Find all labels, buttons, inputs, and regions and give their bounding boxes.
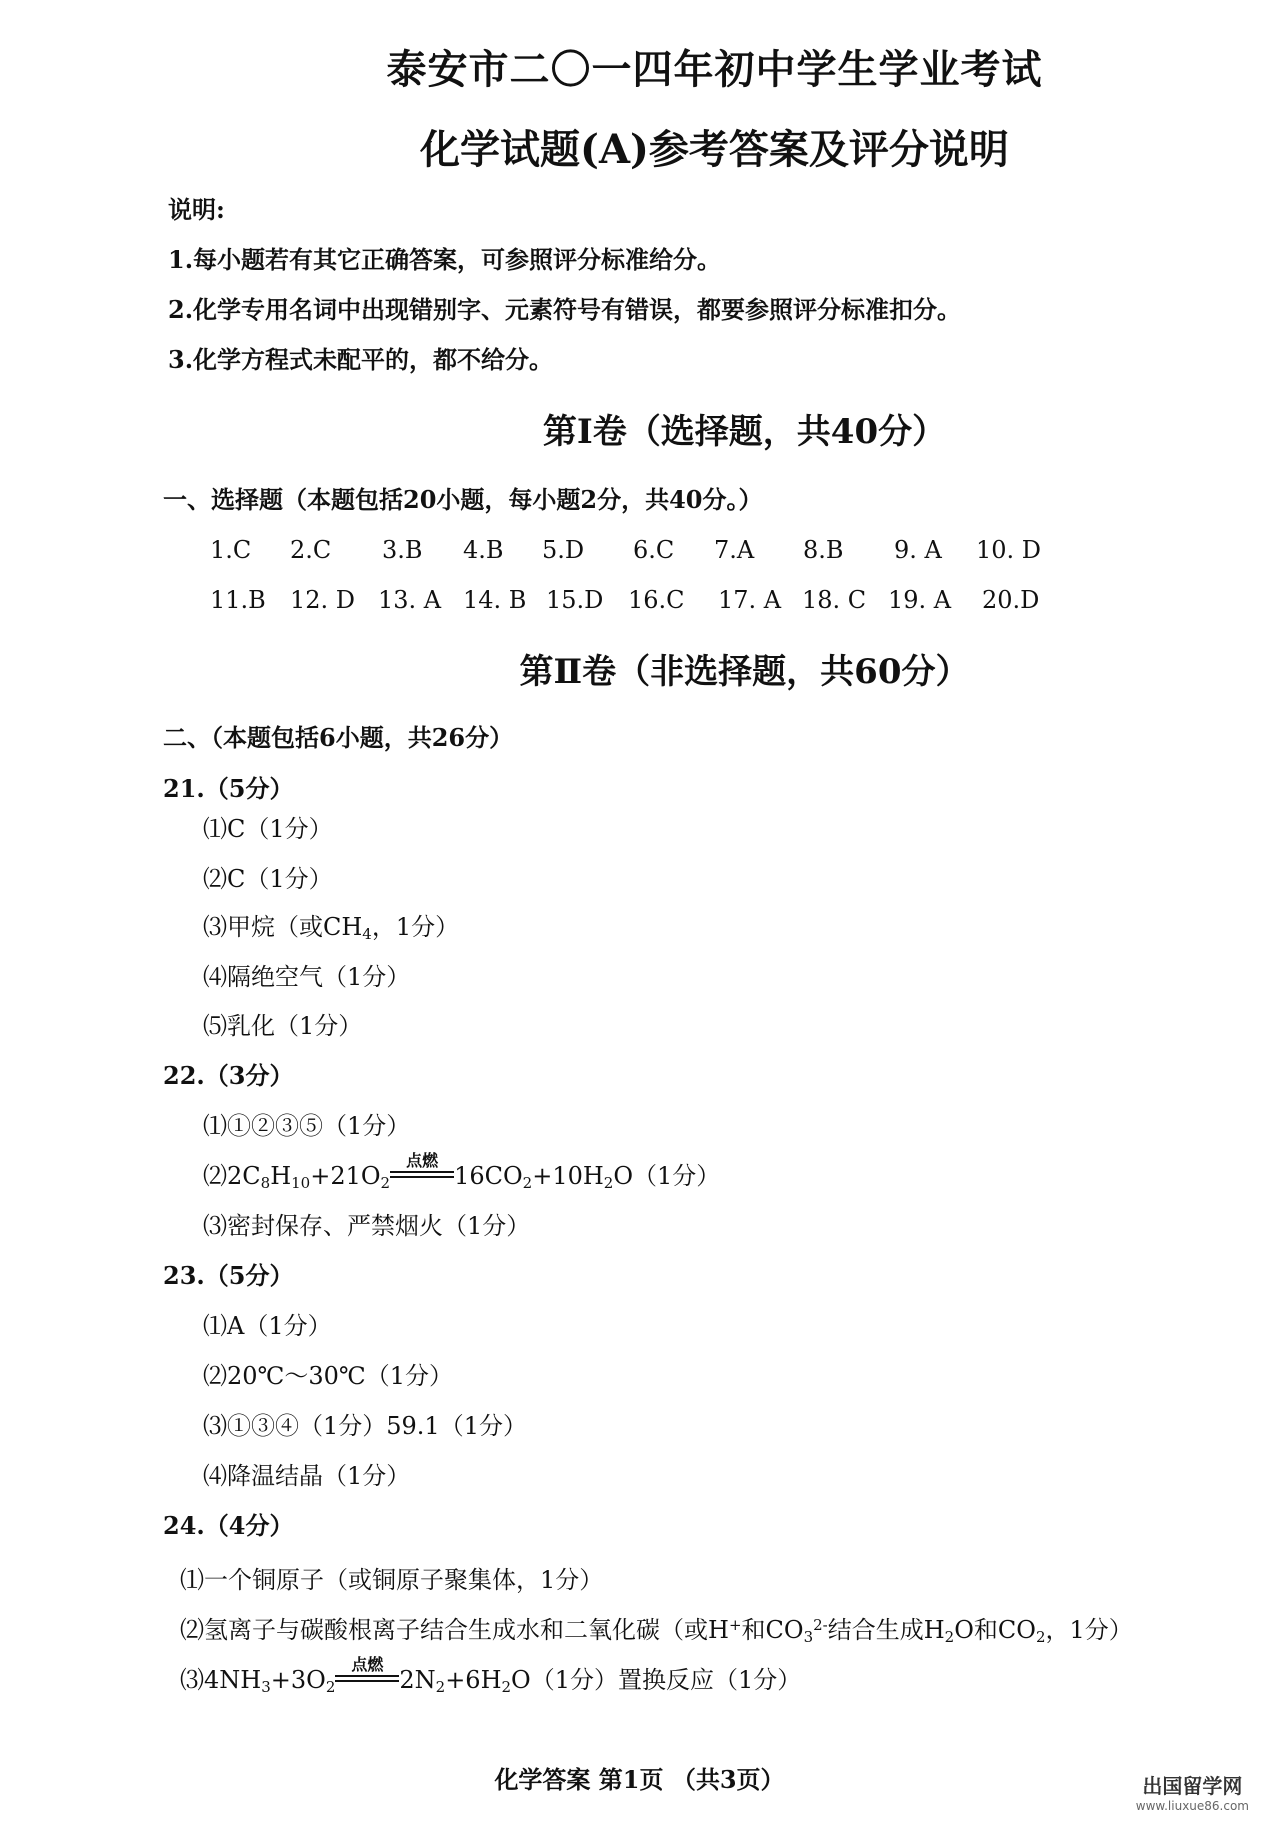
site-watermark — [1136, 1770, 1249, 1813]
question-23-label: 23.（5分） — [163, 1261, 294, 1290]
answer-item: 10. D — [976, 536, 1042, 564]
answer-24-3: $⑶4NH_3+3O_2$ 点燃 $2N_2+6H_2O(1$分）置换反应（1分） — [180, 1655, 802, 1696]
question-22-label: 22.（3分） — [163, 1061, 294, 1090]
answer-item: 20.D — [982, 586, 1040, 614]
answer-22-2: $⑵2C_8H_{10}+21O_2$ 点燃 $16CO_2+10H_2O(1$分） — [203, 1151, 721, 1192]
reaction-arrow — [335, 1655, 399, 1688]
answer-22-3: ⑶密封保存、严禁烟火（1分） — [203, 1212, 531, 1240]
reaction-arrow — [390, 1151, 454, 1184]
answer-item: 8.B — [803, 536, 844, 564]
watermark-name: 出国留学网 — [1142, 1774, 1243, 1798]
answer-item: 18. C — [802, 586, 867, 614]
answer-item: 6.C — [633, 536, 675, 564]
part2-section-title: 二、（本题包括6小题，共26分） — [163, 723, 514, 752]
answer-item: 2.C — [290, 536, 332, 564]
answer-21-4: ⑷隔绝空气（1分） — [203, 963, 411, 991]
question-21-label: 21.（5分） — [163, 774, 294, 803]
answer-item: 13. A — [378, 586, 442, 614]
answer-23-1: ⑴A（1分） — [203, 1312, 332, 1340]
answer-item: 14. B — [463, 586, 527, 614]
part1-title: 第Ⅰ卷（选择题，共40分） — [542, 412, 947, 452]
answer-21-2: ⑵C（1分） — [203, 865, 333, 893]
watermark-url: www.liuxue86.com — [1135, 1799, 1249, 1813]
answer-23-4: ⑷降温结晶（1分） — [203, 1462, 411, 1490]
answer-23-2: ⑵20℃～30℃（1分） — [203, 1362, 454, 1390]
answer-item: 17. A — [718, 586, 782, 614]
answer-item: 3.B — [382, 536, 423, 564]
notes-heading: 说明: — [168, 195, 225, 224]
answer-item: 11.B — [210, 586, 266, 614]
answer-21-1: ⑴C（1分） — [203, 815, 333, 843]
note-item: 3.化学方程式未配平的，都不给分。 — [168, 345, 554, 374]
answer-item: 16.C — [628, 586, 685, 614]
answer-21-5: ⑸乳化（1分） — [203, 1012, 363, 1040]
page-footer: 化学答案 第1页 （共3页） — [494, 1765, 785, 1794]
answer-item: 7.A — [714, 536, 755, 564]
reaction-condition: 点燃 — [351, 1655, 384, 1674]
note-item: 1.每小题若有其它正确答案，可参照评分标准给分。 — [168, 245, 722, 274]
exam-title: 泰安市二〇一四年初中学生学业考试 — [386, 46, 1043, 93]
answer-item: 12. D — [290, 586, 356, 614]
part1-section-title: 一、选择题（本题包括20小题，每小题2分，共40分。） — [163, 485, 763, 514]
answer-item: 19. A — [888, 586, 952, 614]
answer-item: 15.D — [546, 586, 604, 614]
answer-22-1: ⑴①②③⑤（1分） — [203, 1112, 411, 1140]
answer-item: 4.B — [463, 536, 504, 564]
answer-24-2: ⑵氢离子与碳酸根离子结合生成水和二氧化碳（或H+和$CO_3^{2-}$结合生成$H_2O$和$CO_2$，1分） — [180, 1616, 1133, 1646]
answer-23-3: ⑶①③④（1分）59.1（1分） — [203, 1412, 527, 1440]
answer-item: 1.C — [210, 536, 252, 564]
answer-24-1: ⑴一个铜原子（或铜原子聚集体，1分） — [180, 1566, 604, 1594]
part2-title: 第Ⅱ卷（非选择题，共60分） — [519, 652, 970, 692]
question-24-label: 24.（4分） — [163, 1511, 294, 1540]
answer-item: 5.D — [542, 536, 585, 564]
answer-21-3: ⑶甲烷（或$CH_4$，1分） — [203, 913, 460, 943]
exam-subtitle: 化学试题(A)参考答案及评分说明 — [420, 126, 1009, 173]
answer-item: 9. A — [894, 536, 942, 564]
note-item: 2.化学专用名词中出现错别字、元素符号有错误，都要参照评分标准扣分。 — [168, 295, 962, 324]
reaction-condition: 点燃 — [406, 1151, 439, 1170]
